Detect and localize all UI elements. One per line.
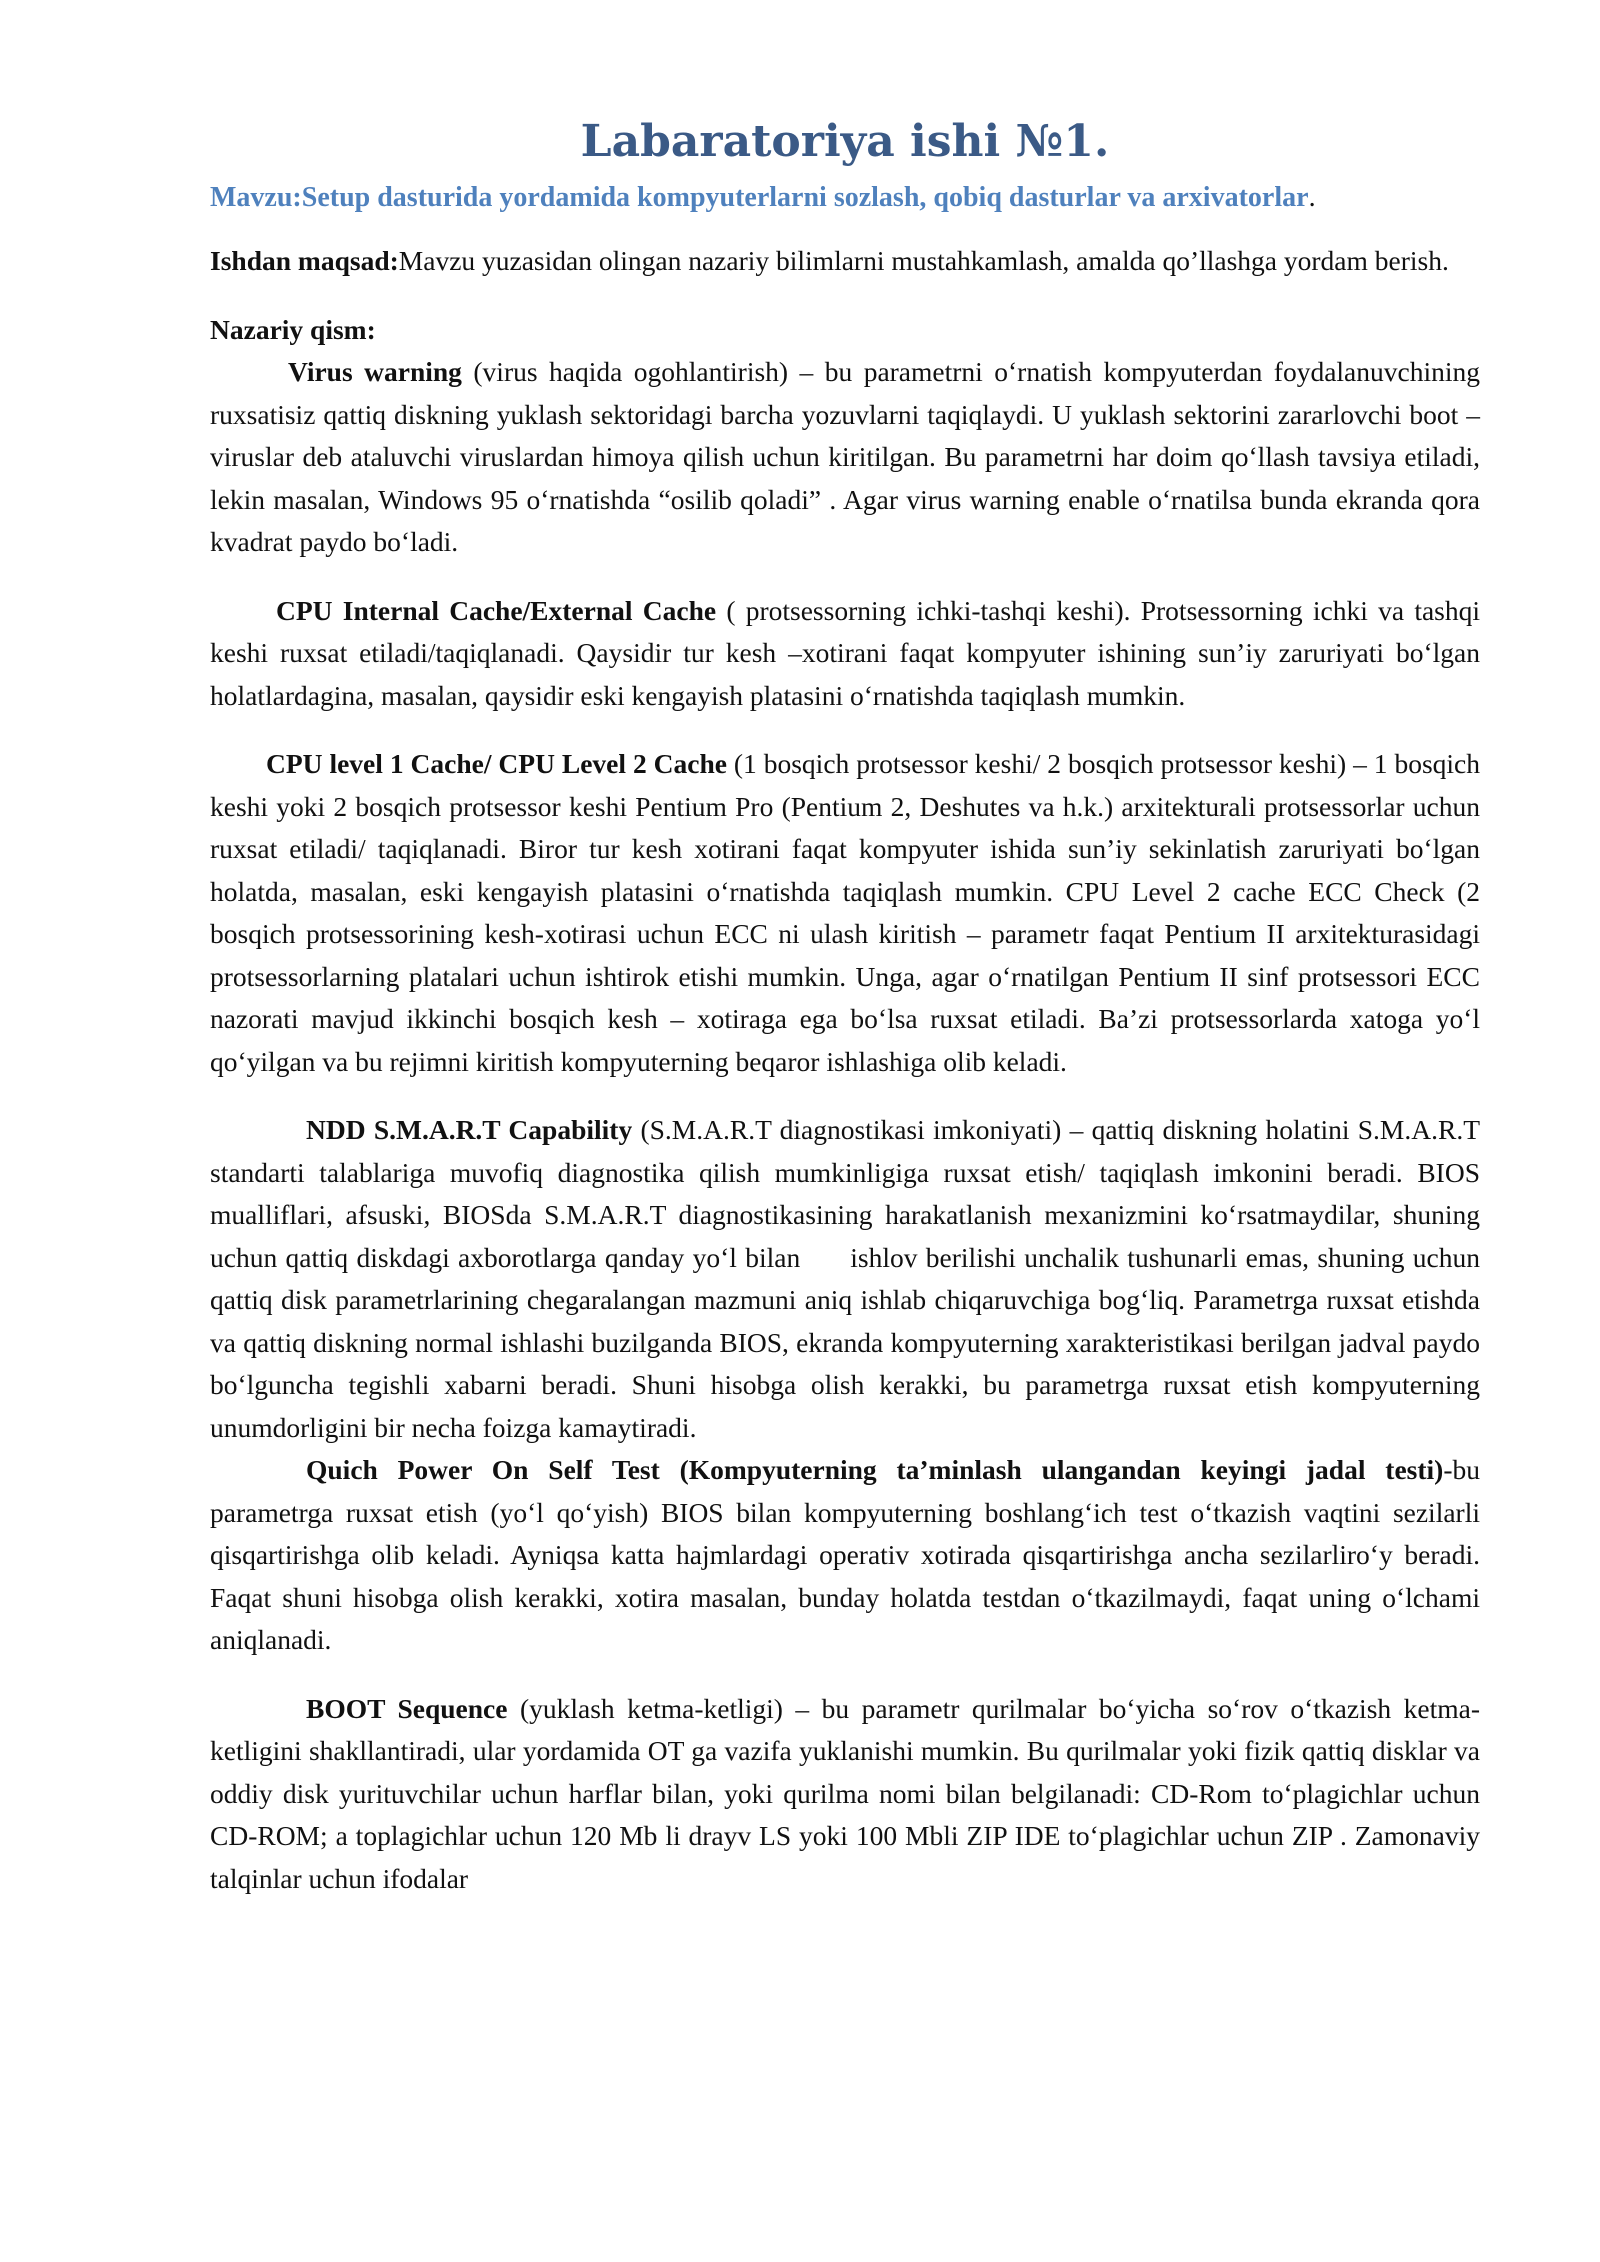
section-term: NDD S.M.A.R.T Capability <box>306 1114 633 1145</box>
section-term: CPU Internal Cache/External Cache <box>276 594 717 626</box>
subtitle <box>210 178 1480 218</box>
section-term: Quich Power On Self Test (Kompyuterning ta’minlash ulangandan keyingi jadal testi) <box>306 1454 1444 1485</box>
section-text: (S.M.A.R.T diagnostikasi imkoniyati) – qattiq diskning holatini S.M.A.R.T standarti talablariga muvofiq diagnostika qilish mumkinligiga ruxsat etish/ taqiqlash imkonini beradi. BIOS mualliflari, afsuski, BIOSda S.M.A.R.T diagnostikasining harakatlanish mexanizmini koʻrsatmaydilar, shuning uchun qattiq diskdagi axborotlarga qanday yoʻl bilan <box>210 1114 1481 1273</box>
section-cpu-level-cache <box>210 743 1480 1083</box>
goal-paragraph <box>210 240 1480 283</box>
section-text: ( protsessorning ichki-tashqi keshi). Protsessorning ichki va tashqi keshi ruxsat etiladi/taqiqlanadi. Qaysidir tur kesh –xotirani faqat kompyuter ishining sun’iy zaruriyati boʻlgan holatlardagina, masalan, qaysidir eski kengayish platasini oʻrnatishda taqiqlash mumkin. <box>210 594 1481 711</box>
section-text-continued: ishlov berilishi unchalik tushunarli emas, shuning uchun qattiq disk parametrlarining chegaralangan mazmuni aniq ishlab chiqaruvchiga bogʻliq. Parametrga ruxsat etishda va qattiq diskning normal ishlashi buzilganda BIOS, ekranda kompyuterning xarakteristikasi berilgan jadval paydo boʻlguncha tegishli xabarni beradi. Shuni hisobga olish kerakki, bu parametrga ruxsat etish kompyuterning unumdorligini bir necha foizga kamaytiradi. <box>210 1241 1480 1443</box>
section-text: (1 bosqich protsessor keshi/ 2 bosqich protsessor keshi) – 1 bosqich keshi yoki 2 bosqich protsessor keshi Pentium Pro (Pentium 2, Deshutes va h.k.) arxitekturali protsessorlar uchun ruxsat etiladi/ taqiqlanadi. Biror tur kesh xotirani faqat kompyuter ishida sun’iy sekinlatish zaruriyati boʻlgan holatda, masalan, eski kengayish platasini oʻrnatishda taqiqlash mumkin. CPU Level 2 cache ECC Check (2 bosqich protsessorining kesh-xotirasi uchun ECC ni ulash kiritish – parametr faqat Pentium II arxitekturasidagi protsessorlarning platalari uchun ishtirok etishi mumkin. Unga, agar oʻrnatilgan Pentium II sinf protsessori ECC nazorati mavjud ikkinchi bosqich kesh – xotiraga ega boʻlsa ruxsat etiladi. Ba’zi protsessorlarda xatoga yoʻl qoʻyilgan va bu rejimni kiritish kompyuterning beqaror ishlashiga olib keladi. <box>210 748 1480 1077</box>
section-term: Virus warning <box>288 356 462 387</box>
document-body <box>210 112 1480 1900</box>
page-title: Labaratoriya ishi №1. <box>580 116 1110 167</box>
section-text: (virus haqida ogohlantirish) – bu parametrni oʻrnatish kompyuterdan foydalanuvchining ruxsatisiz qattiq diskning yuklash sektoridagi barcha yozuvlarni taqiqlaydi. U yuklash sektorini zararlovchi boot – viruslar deb ataluvchi viruslardan himoya qilish uchun kiritilgan. Bu parametrni har doim qoʻllash tavsiya etiladi, lekin masalan, Windows 95 oʻrnatishda “osilib qoladi” . Agar virus warning enable oʻrnatilsa bunda ekranda qora kvadrat paydo boʻladi. <box>210 356 1480 557</box>
section-virus-warning <box>210 351 1480 564</box>
section-quick-post <box>210 1449 1480 1662</box>
section-boot-sequence <box>210 1688 1480 1901</box>
section-term: BOOT Sequence <box>306 1692 508 1724</box>
section-cpu-cache <box>210 590 1480 718</box>
subtitle-period: . <box>1308 182 1316 213</box>
section-text: -bu parametrga ruxsat etish (yoʻl qoʻyish) BIOS bilan kompyuterning boshlangʻich test oʻtkazish vaqtini sezilarli qisqartirishga olib keladi. Ayniqsa katta hajmlardagi operativ xotirada qisqartirishga ancha sezilarliroʻy beradi. Faqat shuni hisobga olish kerakki, xotira masalan, bunday holatda testdan oʻtkazilmaydi, faqat uning oʻlchami aniqlanadi. <box>210 1454 1480 1655</box>
goal-text: Mavzu yuzasidan olingan nazariy bilimlarni mustahkamlash, amalda qo’llashga yordam berish. <box>398 245 1449 276</box>
goal-label: Ishdan maqsad: <box>210 245 399 276</box>
theory-heading: Nazariy qism: <box>210 313 376 345</box>
section-term: CPU level 1 Cache/ CPU Level 2 Cache <box>266 748 727 779</box>
subtitle-text: Mavzu:Setup dasturida yordamida kompyuterlarni sozlash, qobiq dasturlar va arxivatorlar <box>210 182 1309 213</box>
section-text: (yuklash ketma-ketligi) – bu parametr qurilmalar boʻyicha soʻrov oʻtkazish ketma-ketligini shakllantiradi, ular yordamida OT ga vazifa yuklanishi mumkin. Bu qurilmalar yoki fizik qattiq disklar va oddiy disk yurituvchilar uchun harflar bilan, yoki qurilma nomi bilan belgilanadi: CD-Rom toʻplagichlar uchun CD-ROM; a toplagichlar uchun 120 Mb li drayv LS yoki 100 Mbli ZIP IDE toʻplagichlar uchun ZIP . Zamonaviy talqinlar uchun ifodalar <box>210 1692 1480 1894</box>
section-smart-capability <box>210 1109 1480 1449</box>
